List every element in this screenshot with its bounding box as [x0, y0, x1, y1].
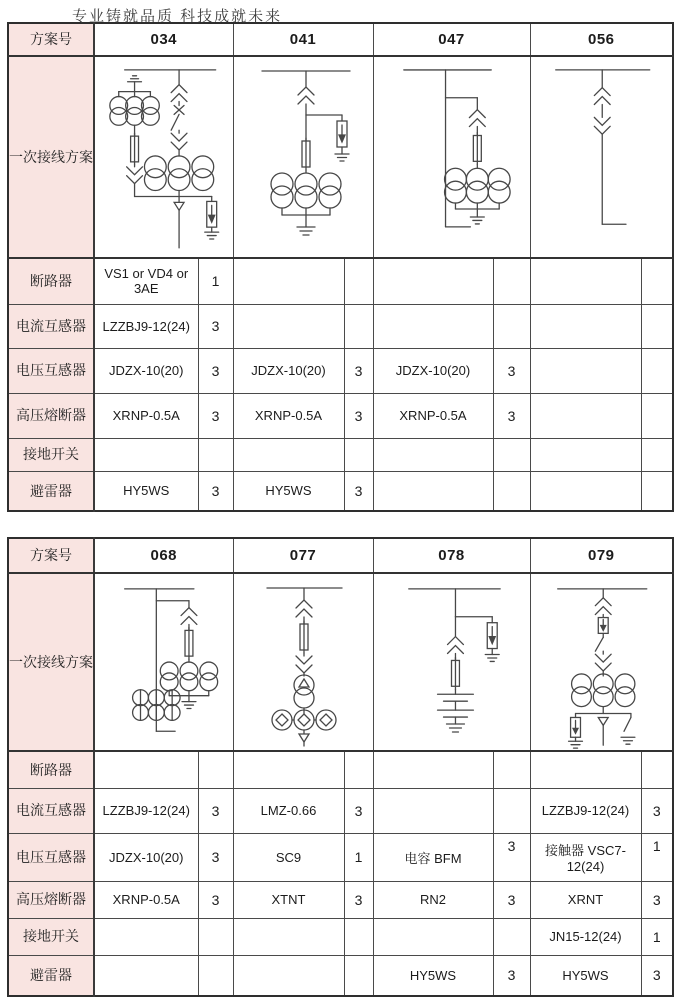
- t1-pt-qty-034: 3: [198, 348, 233, 393]
- t2-row-label-scheme-no: 方案号: [8, 538, 94, 573]
- t2-pt-row: [8, 833, 673, 881]
- t1-ct-qty-041: [344, 304, 373, 348]
- t1-es-model-047: [373, 438, 493, 471]
- t1-diagram-row: [8, 56, 673, 258]
- t1-earth-switch-row: [8, 438, 673, 471]
- t2-es-qty-079: 1: [641, 918, 673, 955]
- t2-es-model-077: [233, 918, 344, 955]
- t2-ct-model-068: LZZBJ9-12(24): [94, 788, 198, 833]
- t2-es-qty-077: [344, 918, 373, 955]
- t1-es-model-034: [94, 438, 198, 471]
- t2-row-label-fuse: 高压熔断器: [8, 881, 94, 918]
- t1-fuse-model-047: XRNP-0.5A: [373, 393, 493, 438]
- t2-row-label-arrester: 避雷器: [8, 955, 94, 996]
- t1-fuse-qty-047: 3: [493, 393, 530, 438]
- t2-pt-qty-068: 3: [198, 833, 233, 881]
- t1-pt-model-034: JDZX-10(20): [94, 348, 198, 393]
- t2-row-label-breaker: 断路器: [8, 751, 94, 788]
- diagram-cell-047: [373, 56, 530, 258]
- t2-arrester-qty-079: 3: [641, 955, 673, 996]
- t2-fuse-model-078: RN2: [373, 881, 493, 918]
- t1-breaker-row: [8, 258, 673, 304]
- t2-row-label-diagram: 一次接线方案: [8, 573, 94, 751]
- t2-row-label-ct: 电流互感器: [8, 788, 94, 833]
- watermark-text-fragment: 专业铸就品质 科技成就未来: [72, 8, 283, 25]
- t1-arrester-qty-056: [641, 471, 673, 511]
- t1-breaker-qty-041: [344, 258, 373, 304]
- t2-header-row: [8, 538, 673, 573]
- t2-arrester-model-078: HY5WS: [373, 955, 493, 996]
- t2-row-label-earth-switch: 接地开关: [8, 918, 94, 955]
- t1-pt-row: [8, 348, 673, 393]
- t2-fuse-model-068: XRNP-0.5A: [94, 881, 198, 918]
- top-clipped-watermark-text: [72, 8, 372, 29]
- t1-arrester-model-041: HY5WS: [233, 471, 344, 511]
- t2-earth-switch-row: [8, 918, 673, 955]
- t2-breaker-qty-078: [493, 751, 530, 788]
- t1-row-label-ct: 电流互感器: [8, 304, 94, 348]
- t2-scheme-number-079: 079: [530, 538, 673, 573]
- one-line-diagram-079: [531, 575, 672, 749]
- t1-es-qty-041: [344, 438, 373, 471]
- diagram-cell-068: [94, 573, 233, 751]
- t1-breaker-qty-047: [493, 258, 530, 304]
- t2-breaker-model-077: [233, 751, 344, 788]
- t1-es-model-056: [530, 438, 641, 471]
- t2-ct-row: [8, 788, 673, 833]
- t1-breaker-model-047: [373, 258, 493, 304]
- t1-row-label-earth-switch: 接地开关: [8, 438, 94, 471]
- scheme-table-1: [7, 22, 674, 512]
- t2-pt-qty-077: 1: [344, 833, 373, 881]
- t2-arrester-qty-077: [344, 955, 373, 996]
- t1-arrester-model-056: [530, 471, 641, 511]
- t2-arrester-qty-078: 3: [493, 955, 530, 996]
- t2-ct-qty-078: [493, 788, 530, 833]
- t1-row-label-arrester: 避雷器: [8, 471, 94, 511]
- t1-fuse-model-034: XRNP-0.5A: [94, 393, 198, 438]
- diagram-cell-056: [530, 56, 673, 258]
- t2-breaker-qty-079: [641, 751, 673, 788]
- t1-ct-qty-056: [641, 304, 673, 348]
- t1-row-label-diagram: 一次接线方案: [8, 56, 94, 258]
- t1-pt-model-047: JDZX-10(20): [373, 348, 493, 393]
- t1-arrester-qty-034: 3: [198, 471, 233, 511]
- t1-row-label-scheme-no: 方案号: [8, 23, 94, 56]
- t1-arrester-model-047: [373, 471, 493, 511]
- t2-arrester-qty-068: [198, 955, 233, 996]
- one-line-diagram-068: [95, 575, 232, 749]
- t1-ct-qty-034: 3: [198, 304, 233, 348]
- diagram-cell-079: [530, 573, 673, 751]
- t2-arrester-model-068: [94, 955, 198, 996]
- t2-ct-model-077: LMZ-0.66: [233, 788, 344, 833]
- t2-arrester-model-077: [233, 955, 344, 996]
- diagram-cell-034: [94, 56, 233, 258]
- t2-es-model-078: [373, 918, 493, 955]
- t2-ct-qty-077: 3: [344, 788, 373, 833]
- t1-fuse-model-041: XRNP-0.5A: [233, 393, 344, 438]
- t2-scheme-number-068: 068: [94, 538, 233, 573]
- t1-es-qty-034: [198, 438, 233, 471]
- t2-breaker-model-079: [530, 751, 641, 788]
- t1-fuse-qty-056: [641, 393, 673, 438]
- t2-ct-model-078: [373, 788, 493, 833]
- t1-row-label-fuse: 高压熔断器: [8, 393, 94, 438]
- t1-fuse-model-056: [530, 393, 641, 438]
- t1-fuse-qty-034: 3: [198, 393, 233, 438]
- t2-arrester-model-079: HY5WS: [530, 955, 641, 996]
- t2-pt-model-079: 接触器 VSC7-12(24): [530, 833, 641, 881]
- t2-fuse-qty-068: 3: [198, 881, 233, 918]
- one-line-diagram-056: [531, 58, 672, 256]
- t2-breaker-qty-077: [344, 751, 373, 788]
- t1-scheme-number-056: 056: [530, 23, 673, 56]
- t1-breaker-qty-056: [641, 258, 673, 304]
- t1-fuse-qty-041: 3: [344, 393, 373, 438]
- t1-ct-model-056: [530, 304, 641, 348]
- t1-arrester-qty-047: [493, 471, 530, 511]
- t2-ct-qty-079: 3: [641, 788, 673, 833]
- t2-scheme-number-077: 077: [233, 538, 373, 573]
- one-line-diagram-034: [95, 58, 232, 256]
- t2-es-model-068: [94, 918, 198, 955]
- t1-ct-model-047: [373, 304, 493, 348]
- t1-breaker-model-041: [233, 258, 344, 304]
- t1-ct-model-034: LZZBJ9-12(24): [94, 304, 198, 348]
- t2-diagram-row: [8, 573, 673, 751]
- t2-es-model-079: JN15-12(24): [530, 918, 641, 955]
- t2-arrester-row: [8, 955, 673, 996]
- one-line-diagram-078: [374, 575, 530, 750]
- t2-fuse-model-079: XRNT: [530, 881, 641, 918]
- t1-es-qty-056: [641, 438, 673, 471]
- t2-pt-qty-078: 3: [493, 833, 530, 881]
- t1-arrester-row: [8, 471, 673, 511]
- t1-scheme-number-034: 034: [94, 23, 233, 56]
- t2-es-qty-068: [198, 918, 233, 955]
- diagram-cell-078: [373, 573, 530, 751]
- t1-ct-row: [8, 304, 673, 348]
- one-line-diagram-041: [234, 57, 373, 257]
- t2-ct-qty-068: 3: [198, 788, 233, 833]
- t1-pt-qty-056: [641, 348, 673, 393]
- t1-breaker-model-034: VS1 or VD4 or 3AE: [94, 258, 198, 304]
- t1-pt-qty-041: 3: [344, 348, 373, 393]
- t1-pt-model-056: [530, 348, 641, 393]
- t1-es-model-041: [233, 438, 344, 471]
- t1-arrester-qty-041: 3: [344, 471, 373, 511]
- t2-breaker-model-068: [94, 751, 198, 788]
- t2-breaker-model-078: [373, 751, 493, 788]
- scheme-table-2: [7, 537, 674, 997]
- t2-ct-model-079: LZZBJ9-12(24): [530, 788, 641, 833]
- diagram-cell-077: [233, 573, 373, 751]
- t2-fuse-qty-079: 3: [641, 881, 673, 918]
- t2-fuse-qty-077: 3: [344, 881, 373, 918]
- t2-pt-model-078: 电容 BFM: [373, 833, 493, 881]
- t1-row-label-pt: 电压互感器: [8, 348, 94, 393]
- t2-breaker-row: [8, 751, 673, 788]
- t2-fuse-row: [8, 881, 673, 918]
- one-line-diagram-077: [234, 574, 373, 750]
- t2-breaker-qty-068: [198, 751, 233, 788]
- t1-ct-model-041: [233, 304, 344, 348]
- t1-arrester-model-034: HY5WS: [94, 471, 198, 511]
- t1-ct-qty-047: [493, 304, 530, 348]
- t2-pt-model-068: JDZX-10(20): [94, 833, 198, 881]
- t1-breaker-model-056: [530, 258, 641, 304]
- t2-fuse-model-077: XTNT: [233, 881, 344, 918]
- t1-pt-model-041: JDZX-10(20): [233, 348, 344, 393]
- t1-pt-qty-047: 3: [493, 348, 530, 393]
- t2-pt-qty-079: 1: [641, 833, 673, 881]
- t1-es-qty-047: [493, 438, 530, 471]
- t1-scheme-number-041: 041: [233, 23, 373, 56]
- t2-es-qty-078: [493, 918, 530, 955]
- t1-row-label-breaker: 断路器: [8, 258, 94, 304]
- t2-fuse-qty-078: 3: [493, 881, 530, 918]
- t1-fuse-row: [8, 393, 673, 438]
- t1-scheme-number-047: 047: [373, 23, 530, 56]
- diagram-cell-041: [233, 56, 373, 258]
- t2-scheme-number-078: 078: [373, 538, 530, 573]
- one-line-diagram-047: [374, 58, 530, 257]
- t1-breaker-qty-034: 1: [198, 258, 233, 304]
- t2-pt-model-077: SC9: [233, 833, 344, 881]
- t2-row-label-pt: 电压互感器: [8, 833, 94, 881]
